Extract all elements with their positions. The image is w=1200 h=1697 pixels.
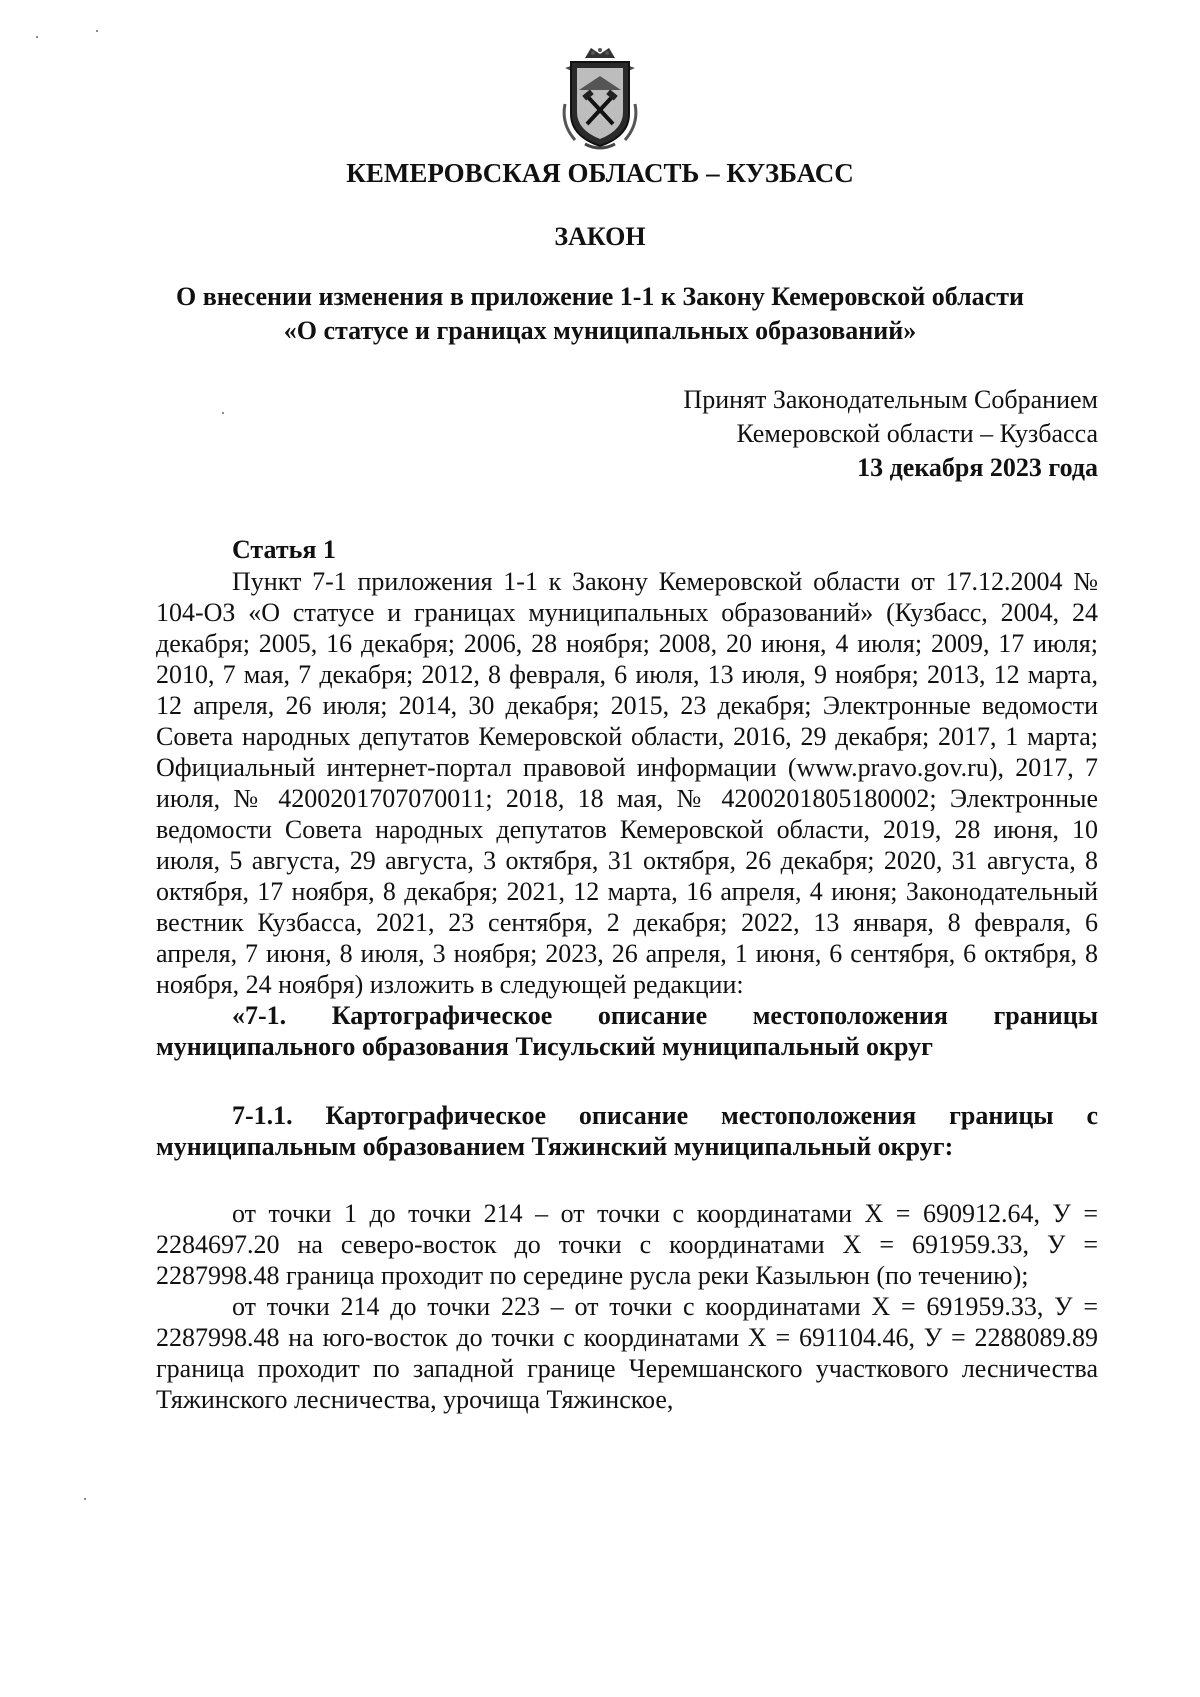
scan-speck (84, 1498, 86, 1500)
scan-speck (222, 412, 224, 414)
section-heading: «7-1. Картографическое описание местоположения границы муниципального образования Тисульский муниципальный округ (156, 1001, 1098, 1061)
scan-speck (36, 36, 38, 38)
scan-speck (96, 30, 98, 32)
boundary-segment-2: от точки 214 до точки 223 – от точки с координатами Х = 691959.33, У = 2287998.48 на юго-восток до точки с координатами Х = 691104.46, У = 2288089.89 граница проходит по западной границе Черемшанского участкового лесничества Тяжинского лесничества, урочища Тяжинское, (156, 1292, 1098, 1414)
article-heading: Статья 1 (232, 535, 336, 564)
article-paragraph: Пункт 7-1 приложения 1-1 к Закону Кемеровской области от 17.12.2004 № 104-ОЗ «О статусе и границах муниципальных образований» (Кузбасс, 2004, 24 декабря; 2005, 16 декабря; 2006, 28 ноября; 2008, 20 июня, 4 июля; 2009, 17 июля; 2010, 7 мая, 7 декабря; 2012, 8 февраля, 6 июля, 13 июля, 9 ноября; 2013, 12 марта, 12 апреля, 26 июля; 2014, 30 декабря; 2015, 23 декабря; Электронные ведомости Совета народных депутатов Кемеровской области, 2016, 29 декабря; 2017, 1 марта; Официальный интернет-портал правовой информации (www.pravo.gov.ru), 2017, 7 июля, № 4200201707070011; 2018, 18 мая, № 4200201805180002; Электронные ведомости Совета народных депутатов Кемеровской области, 2019, 28 июня, 10 июля, 5 августа, 29 августа, 3 октября, 31 октября, 26 декабря; 2020, 31 августа, 8 октября, 17 ноября, 8 декабря; 2021, 12 марта, 16 апреля, 4 июня; Законодательный вестник Кузбасса, 2021, 23 сентября, 2 декабря; 2022, 13 января, 8 февраля, 6 апреля, 7 июня, 8 июля, 3 ноября; 2023, 26 апреля, 1 июня, 6 сентября, 6 октября, 8 ноября, 24 ноября) изложить в следующей редакции: (156, 567, 1098, 999)
subsection-heading: 7-1.1. Картографическое описание местоположения границы с муниципальным образованием Тяжинский муниципальный округ: (156, 1101, 1098, 1161)
coat-of-arms-icon (555, 44, 645, 152)
adoption-line-1: Принят Законодательным Собранием (683, 385, 1098, 414)
article-body (156, 566, 1098, 1062)
law-title-line-2: «О статусе и границах муниципальных образований» (283, 316, 917, 345)
boundary-segment-1: от точки 1 до точки 214 – от точки с координатами Х = 690912.64, У = 2284697.20 на северо-восток до точки с координатами Х = 691959.33, У = 2287998.48 граница проходит по середине русла реки Казыльюн (по течению); (156, 1199, 1098, 1290)
region-name: КЕМЕРОВСКАЯ ОБЛАСТЬ – КУЗБАСС (346, 158, 854, 188)
law-title (0, 280, 1200, 348)
document-type: ЗАКОН (554, 222, 646, 251)
adoption-line-2: Кемеровской области – Кузбасса (736, 419, 1098, 448)
subsection-block (156, 1100, 1098, 1162)
adoption-date: 13 декабря 2023 года (857, 453, 1098, 482)
adoption-block (683, 383, 1098, 485)
law-title-line-1: О внесении изменения в приложение 1-1 к Закону Кемеровской области (176, 282, 1024, 311)
boundary-segments (156, 1198, 1098, 1415)
